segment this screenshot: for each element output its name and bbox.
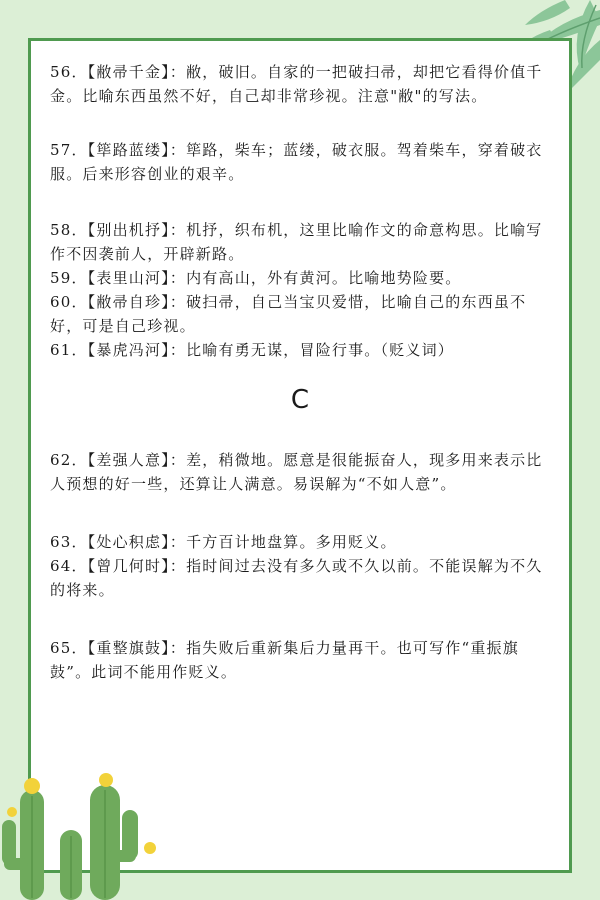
idiom-list: [50, 60, 550, 684]
cactus-icon: [0, 750, 180, 900]
idiom-entry-60: 60．【敝帚自珍】：破扫帚，自己当宝贝爱惜，比喻自己的东西虽不好，可是自己珍视。: [50, 293, 527, 335]
idiom-entry-61: 61．【暴虎冯河】：比喻有勇无谋，冒险行事。（贬义词）: [50, 341, 454, 359]
idiom-entry-62: 62．【差强人意】：差，稍微地。愿意是很能振奋人，现多用来表示比人预想的好一些，还算让人满意。易误解为“不如人意”。: [50, 451, 543, 493]
idiom-entry-56: 56．【敝帚千金】：敝，破旧。自家的一把破扫帚，却把它看得价值千金。比喻东西虽然不好，自己却非常珍视。注意"敝"的写法。: [50, 63, 543, 105]
idiom-entry-58: 58．【别出机抒】：机抒，织布机，这里比喻作文的命意构思。比喻写作不因袭前人，开辟新路。: [50, 221, 543, 263]
idiom-entry-57: 57．【筚路蓝缕】：筚路，柴车；蓝缕，破衣服。驾着柴车，穿着破衣服。后来形容创业的艰辛。: [50, 141, 543, 183]
idiom-entry-65: 65．【重整旗鼓】：指失败后重新集后力量再干。也可写作“重振旗鼓”。此词不能用作贬义。: [50, 639, 519, 681]
section-heading: C: [290, 385, 310, 415]
idiom-entry-64: 64．【曾几何时】：指时间过去没有多久或不久以前。不能误解为不久的将来。: [50, 557, 543, 599]
idiom-entry-63: 63．【处心积虑】：千方百计地盘算。多用贬义。: [50, 533, 397, 551]
idiom-entry-59: 59．【表里山河】：内有高山，外有黄河。比喻地势险要。: [50, 269, 462, 287]
